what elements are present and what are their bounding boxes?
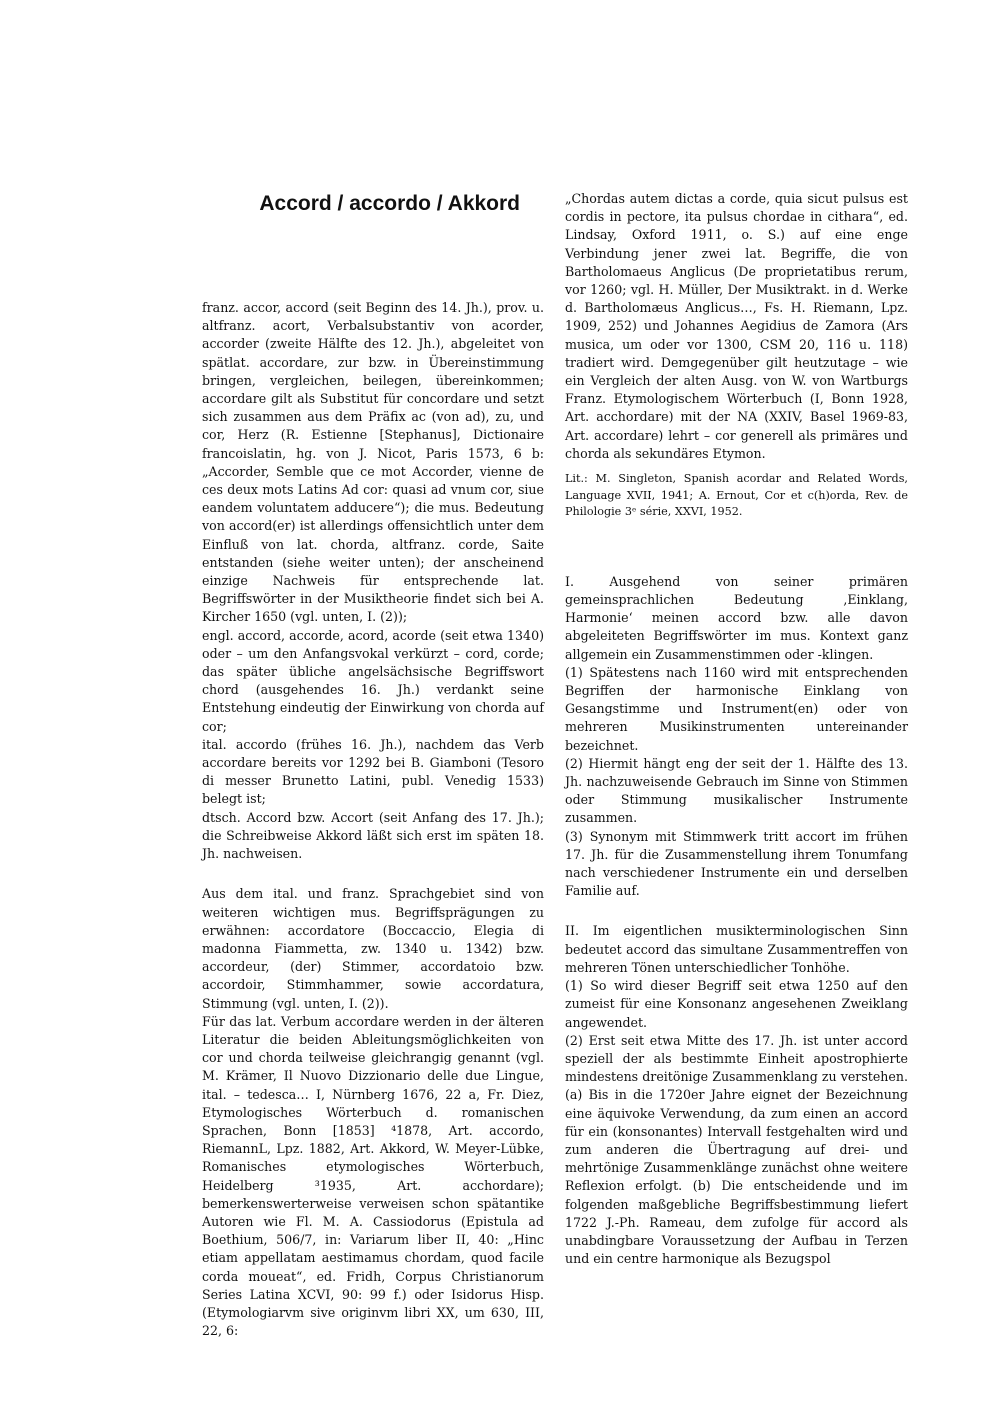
section-1-point-2: (2) Hiermit hängt eng der seit der 1. Hälfte des 13. Jh. nachzuweisende Gebrauch im Sinne von Stimmen oder Stimmung musikalischer Instrumente zusammen.	[565, 755, 908, 826]
section-2-point-1: (1) So wird dieser Begriff seit etwa 1250 auf den zumeist für eine Konsonanz angesehenen Zweiklang angewendet.	[565, 978, 908, 1030]
article-title: Accord / accordo / Akkord	[259, 192, 520, 215]
section-1-point-1: (1) Spätestens nach 1160 wird mit entsprechenden Begriffen der harmonische Einklang von Gesangstimme und Instrument(en) oder von mehreren Musikinstrumenten untereinander bezeichnet.	[565, 664, 908, 753]
section-1-intro: I. Ausgehend von seiner primären gemeinsprachlichen Bedeutung ‚Einklang, Harmonie‘ meinen accord bzw. alle davon abgeleiteten Begriffswörter im mus. Kontext ganz allgemein ein Zusammenstimmen oder -klingen.	[565, 573, 908, 662]
right-column	[565, 190, 908, 1268]
latin-verb-paragraph: Für das lat. Verbum accordare werden in der älteren Literatur die beiden Ableitungsmöglichkeiten von cor und chorda teilweise gleichrangig genannt (vgl. M. Krämer, Il Nuovo Dizzionario delle due Lingue, ital. – tedesca… I, Nürnberg 1676, 22 a, Fr. Diez, Etymologisches Wörterbuch d. romanischen Sprachen, Bonn [1853] ⁴1878, Art. accordo, RiemannL, Lpz. 1882, Art. Akkord, W. Meyer-Lübke, Romanisches etymologisches Wörterbuch, Heidelberg ³1935, Art. acchordare); bemerkenswerterweise verweisen schon spätantike Autoren wie Fl. M. A. Cassiodorus (Epistula ad Boethium, 506/7, in: Variarum liber II, 40: „Hinc etiam appellatam aestimamus chordam, quod facile corda moueat“, ed. Fridh, Corpus Christianorum Series Latina XCVI, 90: 99 f.) oder Isidorus Hisp. (Etymologiarvm sive originvm libri XX, um 630, III, 22, 6:	[202, 1013, 544, 1339]
section-2-intro: II. Im eigentlichen musikterminologischen Sinn bedeutet accord das simultane Zusammentreffen von mehreren Tönen unterschiedlicher Tonhöhe.	[565, 923, 908, 975]
literature-note: Lit.: M. Singleton, Spanish acordar and Related Words, Language XVII, 1941; A. Ernout, Cor et c(h)orda, Rev. de Philologie 3ᵉ série, XXVI, 1952.	[565, 472, 908, 519]
right-intro-paragraph: „Chordas autem dictas a corde, quia sicut pulsus est cordis in pectore, ita pulsus chordae in cithara“, ed. Lindsay, Oxford 1911, o. S.) auf eine enge Verbindung jener zwei lat. Begriffe, die von Bartholomaeus Anglicus (De proprietatibus rerum, vor 1260; vgl. H. Müller, Der Musiktrakt. in d. Werke d. Bartholomæus Anglicus…, Fs. H. Riemann, Lpz. 1909, 252) und Johannes Aegidius de Zamora (Ars musica, um oder vor 1300, CSM 20, 116 u. 118) tradiert wird. Demgegenüber gilt heutzutage – wie ein Vergleich der alten Ausg. von W. von Wartburgs Franz. Etymologischem Wörterbuch (I, Bonn 1928, Art. acchordare) mit der NA (XXIV, Basel 1969-83, Art. accordare) lehrt – cor generell als primäres und chorda als sekundäres Etymon.	[565, 191, 908, 461]
section-1-point-3: (3) Synonym mit Stimmwerk tritt accort im frühen 17. Jh. für die Zusammenstellung ihrem Tonumfang nach verschiedener Instrumente ein und derselben Familie auf.	[565, 828, 908, 899]
etymology-german: dtsch. Accord bzw. Accort (seit Anfang des 17. Jh.); die Schreibweise Akkord läßt sich erst im späten 18. Jh. nachweisen.	[202, 809, 544, 862]
section-2-point-2: (2) Erst seit etwa Mitte des 17. Jh. ist unter accord speziell der als bestimmte Einheit apostrophierte mindestens dreitönige Zusammenklang zu verstehen. (a) Bis in die 1720er Jahre eignet der Bezeichnung eine äquivoke Verwendung, da zum einen an accord für ein (konsonantes) Intervall festgehalten wird und zum anderen die Übertragung auf drei- und mehrtönige Zusammenklänge zunächst ohne weitere Reflexion erfolgt. (b) Die entscheidende und im folgenden maßgebliche Begriffsbestimmung liefert 1722 J.-Ph. Rameau, dem zufolge für accord als unabdingbare Voraussetzung der Aufbau in Terzen und ein centre harmonique als Bezugspol	[565, 1032, 908, 1267]
derivatives-paragraph: Aus dem ital. und franz. Sprachgebiet sind von weiteren wichtigen mus. Begriffsprägungen zu erwähnen: accordatore (Boccaccio, Elegia di madonna Fiammetta, zw. 1340 u. 1342) bzw. accordeur, (der) Stimmer, accordatoio bzw. accordoir, Stimmhammer, sowie accordatura, Stimmung (vgl. unten, I. (2)).	[202, 886, 544, 1011]
left-column	[202, 190, 544, 1340]
etymology-italian: ital. accordo (frühes 16. Jh.), nachdem das Verb accordare bereits vor 1292 bei B. Giamboni (Tesoro di messer Brunetto Latini, publ. Venedig 1533) belegt ist;	[202, 736, 544, 807]
etymology-english: engl. accord, accorde, acord, acorde (seit etwa 1340) oder – um den Anfangsvokal verkürzt – cord, corde; das später übliche angelsächsische Begriffswort chord (ausgehendes 16. Jh.) verdankt seine Entstehung eindeutig der Einwirkung von chorda auf cor;	[202, 627, 544, 734]
etymology-french: franz. accor, accord (seit Beginn des 14. Jh.), prov. u. altfranz. acort, Verbalsubstantiv von acorder, accorder (zweite Hälfte des 12. Jh.), abgeleitet von spätlat. accordare, zur bzw. in Übereinstimmung bringen, vergleichen, beilegen, übereinkommen; accordare gilt als Substitut für concordare und setzt sich zusammen aus dem Präfix ac (von ad), zu, und cor, Herz (R. Estienne [Stephanus], Dictionaire francoislatin, hg. von J. Nicot, Paris 1573, 6 b: „Accorder, Semble que ce mot Accorder, vienne de ces deux mots Latins Ad cor: quasi ad vnum cor, siue eandem voluntatem adducere“); die mus. Bedeutung von accord(er) ist allerdings offensichtlich unter dem Einfluß von lat. chorda, altfranz. corde, Saite entstanden (siehe weiter unten); der anscheinend einzige Nachweis für entsprechende lat. Begriffswörter in der Musiktheorie findet sich bei A. Kircher 1650 (vgl. unten, I. (2));	[202, 300, 544, 625]
